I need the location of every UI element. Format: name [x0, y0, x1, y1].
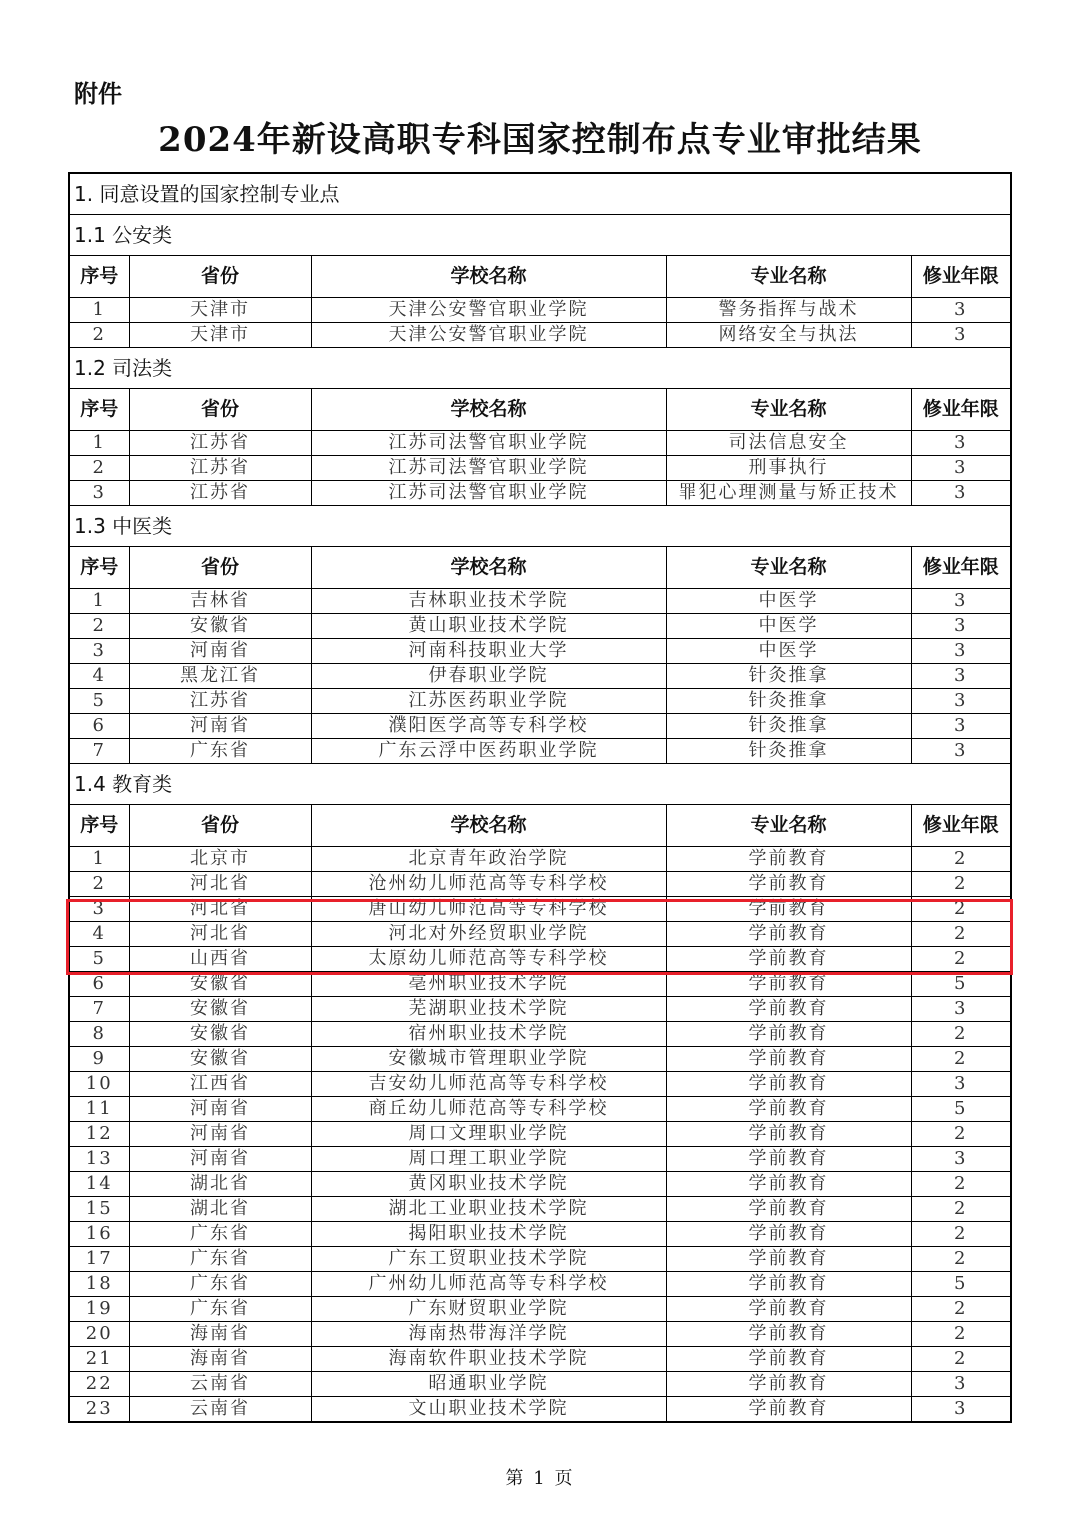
cell-province: 山西省 [129, 947, 311, 972]
cell-major-name: 针灸推拿 [666, 714, 911, 739]
cell-province: 安徽省 [129, 1047, 311, 1072]
table-row [69, 1397, 1011, 1423]
cell-years: 2 [911, 1022, 1011, 1047]
table-row [69, 997, 1011, 1022]
cell-seq: 3 [69, 639, 129, 664]
cell-years: 3 [911, 456, 1011, 481]
category-heading: 1.1 公安类 [69, 215, 1011, 256]
header-col-major: 专业名称 [666, 547, 911, 589]
cell-school-name: 宿州职业技术学院 [311, 1022, 666, 1047]
cell-seq: 20 [69, 1322, 129, 1347]
cell-major-name: 学前教育 [666, 1322, 911, 1347]
cell-years: 2 [911, 922, 1011, 947]
header-col-province: 省份 [129, 256, 311, 298]
cell-school-name: 黄山职业技术学院 [311, 614, 666, 639]
cell-school-name: 河北对外经贸职业学院 [311, 922, 666, 947]
cell-years: 2 [911, 1322, 1011, 1347]
header-col-years: 修业年限 [911, 805, 1011, 847]
cell-years: 3 [911, 1072, 1011, 1097]
table-row [69, 323, 1011, 348]
cell-province: 河北省 [129, 872, 311, 897]
cell-school-name: 北京青年政治学院 [311, 847, 666, 872]
cell-seq: 7 [69, 997, 129, 1022]
category-heading-row [69, 215, 1011, 256]
table-row [69, 847, 1011, 872]
cell-province: 广东省 [129, 1247, 311, 1272]
cell-major-name: 学前教育 [666, 1022, 911, 1047]
cell-province: 广东省 [129, 1272, 311, 1297]
cell-major-name: 学前教育 [666, 1072, 911, 1097]
header-col-years: 修业年限 [911, 547, 1011, 589]
cell-years: 3 [911, 1397, 1011, 1423]
cell-years: 5 [911, 972, 1011, 997]
cell-province: 安徽省 [129, 997, 311, 1022]
cell-years: 2 [911, 1047, 1011, 1072]
section-title-row [69, 173, 1011, 215]
cell-seq: 2 [69, 456, 129, 481]
cell-years: 2 [911, 897, 1011, 922]
cell-years: 2 [911, 1122, 1011, 1147]
cell-seq: 1 [69, 298, 129, 323]
cell-school-name: 太原幼儿师范高等专科学校 [311, 947, 666, 972]
header-col-province: 省份 [129, 805, 311, 847]
cell-school-name: 黄冈职业技术学院 [311, 1172, 666, 1197]
cell-years: 5 [911, 1272, 1011, 1297]
cell-major-name: 学前教育 [666, 1297, 911, 1322]
cell-major-name: 学前教育 [666, 1172, 911, 1197]
cell-seq: 3 [69, 481, 129, 506]
header-col-school: 学校名称 [311, 256, 666, 298]
header-col-major: 专业名称 [666, 389, 911, 431]
cell-province: 江苏省 [129, 431, 311, 456]
cell-school-name: 江苏司法警官职业学院 [311, 431, 666, 456]
header-col-major: 专业名称 [666, 805, 911, 847]
cell-seq: 6 [69, 972, 129, 997]
cell-school-name: 天津公安警官职业学院 [311, 298, 666, 323]
cell-major-name: 学前教育 [666, 872, 911, 897]
cell-province: 安徽省 [129, 1022, 311, 1047]
cell-years: 3 [911, 481, 1011, 506]
table-row [69, 1022, 1011, 1047]
cell-seq: 7 [69, 739, 129, 764]
cell-years: 3 [911, 589, 1011, 614]
cell-seq: 5 [69, 947, 129, 972]
cell-province: 吉林省 [129, 589, 311, 614]
cell-major-name: 学前教育 [666, 1272, 911, 1297]
cell-seq: 19 [69, 1297, 129, 1322]
cell-school-name: 广州幼儿师范高等专科学校 [311, 1272, 666, 1297]
cell-years: 2 [911, 947, 1011, 972]
table-row [69, 1222, 1011, 1247]
cell-seq: 11 [69, 1097, 129, 1122]
table-row [69, 1347, 1011, 1372]
table-row [69, 972, 1011, 997]
cell-school-name: 广东工贸职业技术学院 [311, 1247, 666, 1272]
cell-school-name: 芜湖职业技术学院 [311, 997, 666, 1022]
cell-school-name: 安徽城市管理职业学院 [311, 1047, 666, 1072]
cell-seq: 1 [69, 589, 129, 614]
cell-seq: 1 [69, 431, 129, 456]
table-row [69, 872, 1011, 897]
cell-seq: 10 [69, 1072, 129, 1097]
cell-seq: 21 [69, 1347, 129, 1372]
cell-school-name: 江苏司法警官职业学院 [311, 481, 666, 506]
page-title: 2024年新设高职专科国家控制布点专业审批结果 [158, 120, 922, 160]
cell-school-name: 江苏司法警官职业学院 [311, 456, 666, 481]
header-col-school: 学校名称 [311, 547, 666, 589]
cell-years: 3 [911, 664, 1011, 689]
header-col-seq: 序号 [69, 389, 129, 431]
cell-major-name: 学前教育 [666, 1397, 911, 1423]
cell-school-name: 濮阳医学高等专科学校 [311, 714, 666, 739]
cell-province: 安徽省 [129, 972, 311, 997]
cell-major-name: 中医学 [666, 589, 911, 614]
cell-province: 海南省 [129, 1347, 311, 1372]
header-col-seq: 序号 [69, 256, 129, 298]
cell-school-name: 亳州职业技术学院 [311, 972, 666, 997]
cell-years: 3 [911, 997, 1011, 1022]
cell-years: 2 [911, 1297, 1011, 1322]
column-header-row [69, 389, 1011, 431]
cell-seq: 12 [69, 1122, 129, 1147]
cell-province: 江苏省 [129, 689, 311, 714]
cell-years: 2 [911, 1247, 1011, 1272]
cell-years: 2 [911, 872, 1011, 897]
header-col-years: 修业年限 [911, 389, 1011, 431]
cell-province: 天津市 [129, 323, 311, 348]
cell-province: 江苏省 [129, 456, 311, 481]
cell-seq: 9 [69, 1047, 129, 1072]
table-row [69, 456, 1011, 481]
table-row [69, 298, 1011, 323]
cell-seq: 15 [69, 1197, 129, 1222]
cell-seq: 4 [69, 922, 129, 947]
table-row [69, 431, 1011, 456]
column-header-row [69, 256, 1011, 298]
cell-major-name: 针灸推拿 [666, 664, 911, 689]
cell-province: 北京市 [129, 847, 311, 872]
cell-school-name: 周口文理职业学院 [311, 1122, 666, 1147]
cell-years: 2 [911, 1347, 1011, 1372]
cell-school-name: 海南热带海洋学院 [311, 1322, 666, 1347]
cell-major-name: 学前教育 [666, 1222, 911, 1247]
table-row [69, 739, 1011, 764]
table-row [69, 1072, 1011, 1097]
table-row [69, 897, 1011, 922]
header-col-school: 学校名称 [311, 805, 666, 847]
header-col-seq: 序号 [69, 547, 129, 589]
cell-province: 海南省 [129, 1322, 311, 1347]
cell-school-name: 河南科技职业大学 [311, 639, 666, 664]
table-row [69, 1322, 1011, 1347]
cell-major-name: 针灸推拿 [666, 739, 911, 764]
cell-years: 2 [911, 1222, 1011, 1247]
cell-major-name: 学前教育 [666, 1197, 911, 1222]
cell-years: 3 [911, 1372, 1011, 1397]
table-row [69, 1197, 1011, 1222]
cell-school-name: 吉安幼儿师范高等专科学校 [311, 1072, 666, 1097]
cell-province: 广东省 [129, 1297, 311, 1322]
category-heading: 1.4 教育类 [69, 764, 1011, 805]
table-row [69, 1122, 1011, 1147]
cell-years: 2 [911, 1197, 1011, 1222]
cell-seq: 6 [69, 714, 129, 739]
table-row [69, 947, 1011, 972]
cell-years: 3 [911, 431, 1011, 456]
table-row [69, 1272, 1011, 1297]
cell-seq: 23 [69, 1397, 129, 1423]
table-row [69, 589, 1011, 614]
cell-years: 2 [911, 847, 1011, 872]
cell-province: 湖北省 [129, 1197, 311, 1222]
cell-major-name: 罪犯心理测量与矫正技术 [666, 481, 911, 506]
cell-major-name: 学前教育 [666, 1047, 911, 1072]
cell-school-name: 文山职业技术学院 [311, 1397, 666, 1423]
table-row [69, 1147, 1011, 1172]
cell-major-name: 学前教育 [666, 1372, 911, 1397]
cell-school-name: 吉林职业技术学院 [311, 589, 666, 614]
cell-seq: 22 [69, 1372, 129, 1397]
approval-table [68, 172, 1012, 1423]
cell-seq: 13 [69, 1147, 129, 1172]
header-col-province: 省份 [129, 547, 311, 589]
cell-seq: 8 [69, 1022, 129, 1047]
table-row [69, 614, 1011, 639]
cell-province: 云南省 [129, 1372, 311, 1397]
cell-province: 天津市 [129, 298, 311, 323]
cell-major-name: 学前教育 [666, 847, 911, 872]
table-row [69, 664, 1011, 689]
cell-school-name: 沧州幼儿师范高等专科学校 [311, 872, 666, 897]
cell-years: 3 [911, 739, 1011, 764]
cell-province: 河南省 [129, 714, 311, 739]
column-header-row [69, 805, 1011, 847]
cell-school-name: 揭阳职业技术学院 [311, 1222, 666, 1247]
category-heading-row [69, 764, 1011, 805]
category-heading-row [69, 506, 1011, 547]
cell-major-name: 网络安全与执法 [666, 323, 911, 348]
cell-province: 河北省 [129, 922, 311, 947]
cell-years: 3 [911, 714, 1011, 739]
cell-province: 湖北省 [129, 1172, 311, 1197]
cell-province: 黑龙江省 [129, 664, 311, 689]
table-row [69, 1372, 1011, 1397]
cell-years: 3 [911, 639, 1011, 664]
cell-years: 3 [911, 323, 1011, 348]
category-heading: 1.2 司法类 [69, 348, 1011, 389]
cell-province: 安徽省 [129, 614, 311, 639]
cell-seq: 2 [69, 614, 129, 639]
cell-province: 河南省 [129, 639, 311, 664]
cell-school-name: 海南软件职业技术学院 [311, 1347, 666, 1372]
cell-province: 云南省 [129, 1397, 311, 1423]
cell-major-name: 学前教育 [666, 997, 911, 1022]
table-row [69, 639, 1011, 664]
table-row [69, 689, 1011, 714]
cell-province: 江苏省 [129, 481, 311, 506]
section-title: 1. 同意设置的国家控制专业点 [69, 173, 1011, 215]
cell-years: 3 [911, 689, 1011, 714]
cell-major-name: 学前教育 [666, 1097, 911, 1122]
cell-major-name: 刑事执行 [666, 456, 911, 481]
cell-school-name: 天津公安警官职业学院 [311, 323, 666, 348]
table-row [69, 1247, 1011, 1272]
table-row [69, 714, 1011, 739]
cell-school-name: 湖北工业职业技术学院 [311, 1197, 666, 1222]
cell-major-name: 学前教育 [666, 922, 911, 947]
column-header-row [69, 547, 1011, 589]
category-heading: 1.3 中医类 [69, 506, 1011, 547]
cell-seq: 14 [69, 1172, 129, 1197]
cell-years: 3 [911, 614, 1011, 639]
cell-school-name: 商丘幼儿师范高等专科学校 [311, 1097, 666, 1122]
table-row [69, 1047, 1011, 1072]
cell-seq: 2 [69, 872, 129, 897]
table-row [69, 1297, 1011, 1322]
cell-school-name: 昭通职业学院 [311, 1372, 666, 1397]
cell-province: 河南省 [129, 1122, 311, 1147]
header-col-school: 学校名称 [311, 389, 666, 431]
cell-major-name: 司法信息安全 [666, 431, 911, 456]
cell-province: 河南省 [129, 1147, 311, 1172]
cell-major-name: 学前教育 [666, 1147, 911, 1172]
cell-seq: 16 [69, 1222, 129, 1247]
attachment-label: 附件 [74, 80, 122, 108]
cell-major-name: 学前教育 [666, 1247, 911, 1272]
header-col-years: 修业年限 [911, 256, 1011, 298]
cell-school-name: 江苏医药职业学院 [311, 689, 666, 714]
cell-school-name: 伊春职业学院 [311, 664, 666, 689]
cell-seq: 5 [69, 689, 129, 714]
cell-province: 广东省 [129, 1222, 311, 1247]
cell-major-name: 中医学 [666, 639, 911, 664]
cell-years: 3 [911, 298, 1011, 323]
cell-school-name: 广东云浮中医药职业学院 [311, 739, 666, 764]
cell-province: 广东省 [129, 739, 311, 764]
cell-major-name: 学前教育 [666, 972, 911, 997]
header-col-major: 专业名称 [666, 256, 911, 298]
cell-seq: 18 [69, 1272, 129, 1297]
header-col-province: 省份 [129, 389, 311, 431]
cell-seq: 4 [69, 664, 129, 689]
page-number: 第 1 页 [505, 1468, 575, 1489]
cell-major-name: 学前教育 [666, 947, 911, 972]
cell-seq: 1 [69, 847, 129, 872]
cell-major-name: 学前教育 [666, 897, 911, 922]
table-row [69, 481, 1011, 506]
cell-years: 2 [911, 1172, 1011, 1197]
category-heading-row [69, 348, 1011, 389]
table-row [69, 1097, 1011, 1122]
cell-school-name: 周口理工职业学院 [311, 1147, 666, 1172]
cell-province: 河北省 [129, 897, 311, 922]
cell-seq: 2 [69, 323, 129, 348]
cell-province: 江西省 [129, 1072, 311, 1097]
table-row [69, 922, 1011, 947]
cell-seq: 3 [69, 897, 129, 922]
cell-major-name: 学前教育 [666, 1347, 911, 1372]
cell-seq: 17 [69, 1247, 129, 1272]
table-row [69, 1172, 1011, 1197]
cell-major-name: 针灸推拿 [666, 689, 911, 714]
cell-major-name: 警务指挥与战术 [666, 298, 911, 323]
cell-major-name: 学前教育 [666, 1122, 911, 1147]
cell-major-name: 中医学 [666, 614, 911, 639]
cell-province: 河南省 [129, 1097, 311, 1122]
cell-years: 5 [911, 1097, 1011, 1122]
cell-school-name: 广东财贸职业学院 [311, 1297, 666, 1322]
cell-years: 3 [911, 1147, 1011, 1172]
cell-school-name: 唐山幼儿师范高等专科学校 [311, 897, 666, 922]
header-col-seq: 序号 [69, 805, 129, 847]
